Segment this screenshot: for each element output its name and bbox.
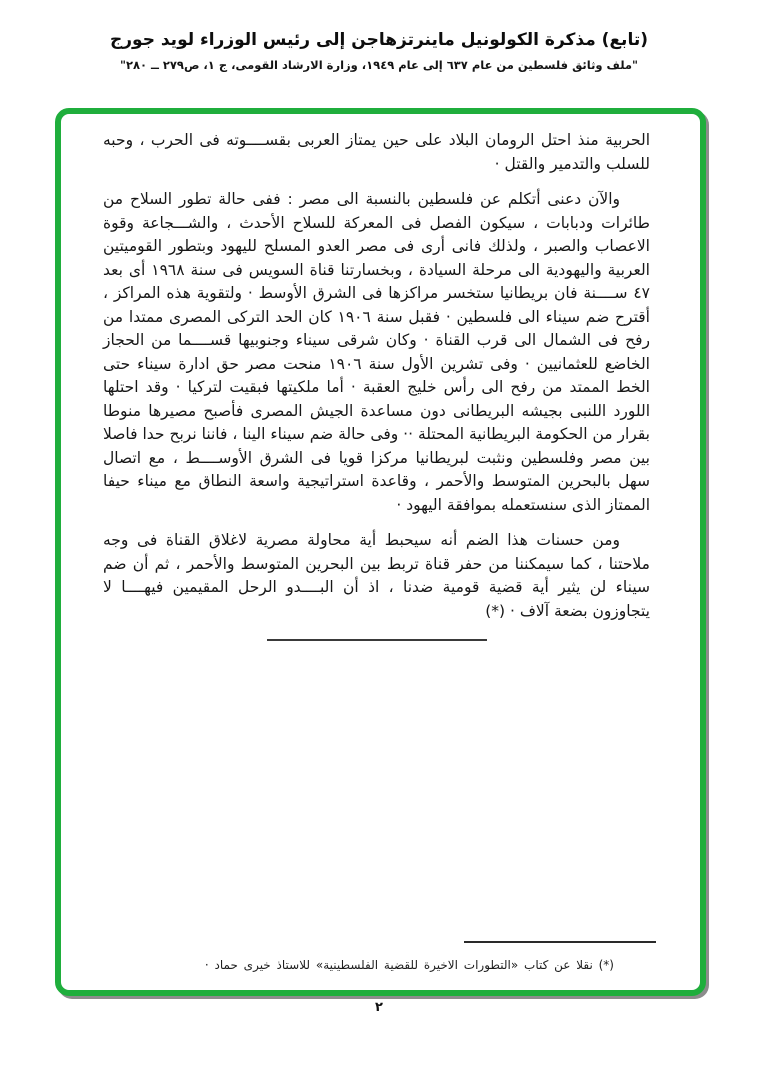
section-end-divider — [267, 639, 487, 641]
paragraph-continuation: الحربية منذ احتل الرومان البلاد على حين يمتاز العربى بقســــوته فى الحرب ، وحبه للسلب والتدمير والقتل · — [103, 131, 650, 173]
page-number: ٢ — [375, 1000, 383, 1015]
source-citation: "ملف وثائق فلسطين من عام ٦٣٧ إلى عام ١٩٤٩، وزارة الارشاد القومى، ج ١، ص٢٧٩ ــ ٢٨٠" — [119, 58, 639, 72]
paragraph-benefits: ومن حسنات هذا الضم أنه سيحبط أية محاولة مصرية لاغلاق القناة فى وجه ملاحتنا ، كما سيمكننا من حفر قناة تربط بين البحرين المتوسط والأحمر ، ثم أن ضم سيناء لن يثير أية قضية قومية ضدنا ، اذ أن البــــدو الرحل المقيمين فيهــــا لا يتجاوزون بضعة آلاف · (*) — [103, 531, 650, 620]
page-title: (تابع) مذكرة الكولونيل ماينرتزهاجن إلى رئيس الوزراء لويد جورج — [110, 30, 648, 50]
document-header — [0, 0, 758, 72]
memo-body — [61, 114, 700, 641]
footnote-divider — [464, 941, 656, 943]
footnote-text: (*) نقلا عن كتاب «التطورات الاخيرة للقضية الفلسطينية» للاستاذ خيرى حماد · — [204, 958, 614, 972]
footnote-area — [61, 941, 700, 984]
content-frame — [55, 108, 706, 996]
paragraph-sinai: والآن دعنى أتكلم عن فلسطين بالنسبة الى مصر : ففى حالة تطور السلاح من طائرات ودبابات ، سيكون الفصل فى المعركة للسلاح الأحدث ، والشـــجاعة وقوة الاعصاب والصبر ، ولذلك فانى أرى فى مصر العدو المسلح لليهود وبتطور القوميتين العربية واليهودية الى مرحلة السيادة ، وبخسارتنا قناة السويس فى سنة ١٩٦٨ أى بعد ٤٧ ســــنة فان بريطانيا ستخسر مراكزها فى الشرق الأوسط · ولتقوية هذه المراكز ، أقترح ضم سيناء الى فلسطين · فقبل سنة ١٩٠٦ كان الحد التركى المصرى ممتدا من رفح فى الشمال الى قرب القناة · وكان شرقى سيناء وجنوبيها قســــما من الحجاز الخاضع للعثمانيين · وفى تشرين الأول سنة ١٩٠٦ منحت مصر حق ادارة سيناء حتى الخط الممتد من رفح الى رأس خليج العقبة · أما ملكيتها فبقيت لتركيا · وقد احتلها اللورد اللنبى بجيشه البريطانى دون مساعدة الجيش المصرى فأصبح مصيرها منوطا بقرار من الحكومة البريطانية المحتلة ·· وفى حالة ضم سيناء الينا ، فاننا نربح حدا فاصلا بين مصر وفلسطين ونثبت لبريطانيا مركزا قويا فى الشرق الأوســــط ، مع اتصال سهل بالبحرين المتوسط والأحمر ، وقاعدة استراتيجية واسعة النطاق مع ميناء حيفا الممتاز الذى سنستعمله بموافقة اليهود · — [103, 190, 650, 514]
